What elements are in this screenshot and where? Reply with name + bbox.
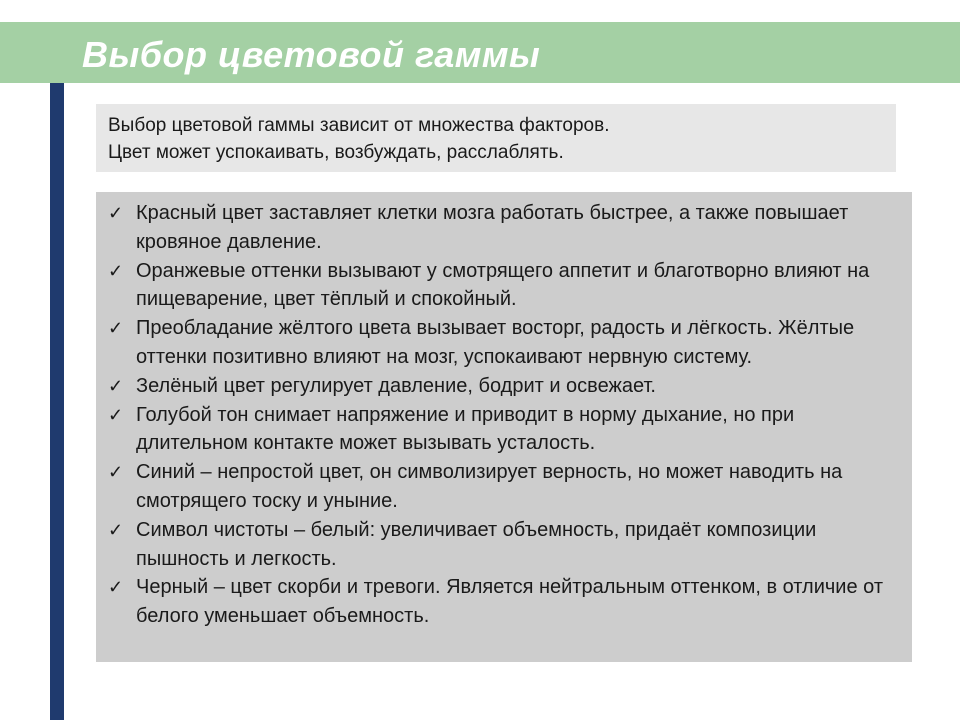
check-icon: ✓ — [108, 577, 124, 598]
list-item — [106, 257, 906, 315]
list-item-text: Символ чистоты – белый: увеличивает объемность, придаёт композиции пышность и легкость. — [136, 518, 817, 570]
accent-bar — [50, 83, 64, 720]
list-item-text: Голубой тон снимает напряжение и приводит в норму дыхание, но при длительном контакте может вызывать усталость. — [136, 403, 795, 455]
check-icon: ✓ — [108, 462, 124, 483]
list-item-text: Зелёный цвет регулирует давление, бодрит и освежает. — [136, 374, 656, 397]
list-item — [106, 372, 906, 401]
list-item-text: Преобладание жёлтого цвета вызывает восторг, радость и лёгкость. Жёлтые оттенки позитивно влияют на мозг, успокаивают нервную систему. — [136, 317, 855, 368]
bullet-list — [106, 199, 906, 631]
bullet-list-box — [96, 192, 912, 662]
list-item — [106, 573, 906, 631]
check-icon: ✓ — [108, 519, 124, 540]
slide-title: Выбор цветовой гаммы — [82, 34, 541, 75]
check-icon: ✓ — [108, 318, 124, 339]
intro-box — [96, 104, 896, 172]
list-item — [106, 401, 906, 459]
list-item-text: Оранжевые оттенки вызывают у смотрящего аппетит и благотворно влияют на пищеварение, цвет тёплый и спокойный. — [136, 259, 870, 311]
check-icon: ✓ — [108, 375, 124, 396]
check-icon: ✓ — [108, 404, 124, 425]
list-item-text: Красный цвет заставляет клетки мозга работать быстрее, а также повышает кровяное давление. — [136, 202, 849, 253]
list-item-text: Черный – цвет скорби и тревоги. Является нейтральным оттенком, в отличие от белого уменьшает объемность. — [136, 576, 883, 628]
intro-line-1: Выбор цветовой гаммы зависит от множества факторов. — [108, 115, 610, 136]
check-icon: ✓ — [108, 260, 124, 281]
intro-line-2: Цвет может успокаивать, возбуждать, расслаблять. — [108, 142, 564, 163]
check-icon: ✓ — [108, 203, 124, 223]
title-bar — [0, 22, 960, 83]
list-item-text: Синий – непростой цвет, он символизирует верность, но может наводить на смотрящего тоску и уныние. — [136, 461, 843, 512]
list-item — [106, 516, 906, 574]
list-item — [106, 458, 906, 516]
list-item — [106, 199, 906, 257]
list-item — [106, 314, 906, 372]
